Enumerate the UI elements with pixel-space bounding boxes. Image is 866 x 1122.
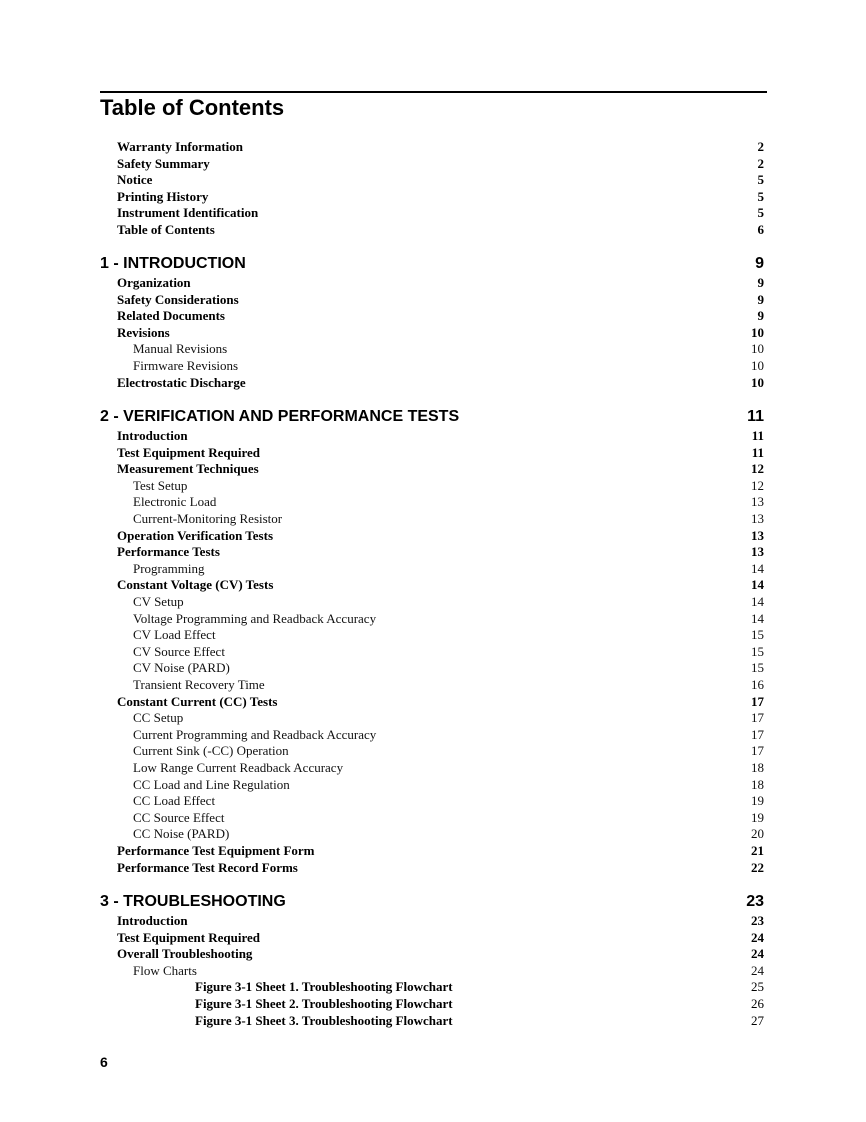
toc-entry[interactable] (0, 204, 866, 221)
toc-section[interactable] (0, 543, 866, 560)
page-title: Table of Contents (100, 95, 285, 120)
toc-section[interactable] (0, 274, 866, 291)
toc-entry-label: Current Sink (-CC) Operation (133, 743, 289, 759)
toc-entry[interactable] (0, 171, 866, 188)
toc-entry-page: 24 (751, 929, 764, 945)
toc-entry-label: Constant Current (CC) Tests (117, 693, 278, 709)
toc-entry-label: CV Load Effect (133, 627, 216, 643)
toc-entry-label: Performance Tests (117, 544, 220, 560)
toc-entry-page: 24 (751, 946, 764, 962)
toc-entry-label: Warranty Information (117, 139, 244, 154)
toc-entry-label: Test Equipment Required (117, 444, 261, 460)
toc-entry-label: CC Load Effect (133, 793, 216, 809)
toc-entry-label: Test Setup (133, 477, 188, 493)
toc-entry-page: 22 (751, 859, 764, 875)
title-rule (100, 91, 767, 93)
toc-entry-page: 11 (751, 428, 764, 443)
toc-entry-label: Operation Verification Tests (117, 527, 274, 543)
toc-subsection[interactable] (0, 510, 866, 527)
toc-entry-label: Figure 3-1 Sheet 1. Troubleshooting Flowchart (195, 979, 453, 995)
toc-entry-page: 6 (757, 222, 764, 237)
toc-entry-page: 14 (751, 577, 764, 593)
toc-subsection[interactable] (0, 809, 866, 826)
toc-entry-page: 9 (757, 275, 764, 290)
toc-subsection[interactable] (0, 759, 866, 776)
toc-entry-page: 27 (751, 1012, 764, 1028)
toc-entry-label: Transient Recovery Time (133, 677, 265, 692)
toc-entry-page: 9 (757, 308, 764, 324)
toc-subsection[interactable] (0, 962, 866, 979)
toc-section[interactable] (0, 324, 866, 341)
toc-section[interactable] (0, 693, 866, 710)
toc-entry-page: 17 (751, 726, 764, 742)
toc-entry-page: 15 (751, 643, 764, 659)
toc-entry-label: Voltage Programming and Readback Accuracy (133, 610, 377, 626)
toc-entry-label: Figure 3-1 Sheet 2. Troubleshooting Flowchart (195, 996, 453, 1011)
toc-entry-label: Manual Revisions (133, 341, 228, 357)
toc-section[interactable] (0, 427, 866, 444)
chapter-heading[interactable] (0, 253, 866, 275)
toc-entry-page: 17 (751, 710, 764, 726)
toc-subsection[interactable] (0, 1012, 866, 1029)
toc-subsection[interactable] (0, 610, 866, 627)
toc-subsection[interactable] (0, 709, 866, 726)
toc-entry-label: Flow Charts (133, 962, 197, 978)
toc-subsection[interactable] (0, 493, 866, 510)
toc-section[interactable] (0, 307, 866, 324)
toc-entry-page: 5 (757, 205, 764, 221)
toc-subsection[interactable] (0, 676, 866, 693)
toc-entry[interactable] (0, 188, 866, 205)
toc-section[interactable] (0, 291, 866, 308)
toc-entry-label: CC Noise (PARD) (133, 826, 230, 842)
toc-entry-label: CC Source Effect (133, 809, 225, 825)
toc-entry-label: Current Programming and Readback Accuracy (133, 726, 377, 742)
toc-entry-page: 12 (751, 461, 764, 477)
toc-entry-label: 1 - INTRODUCTION (100, 255, 246, 272)
toc-entry-page: 16 (751, 677, 764, 692)
toc-entry-page: 19 (751, 793, 764, 809)
toc-entry-label: Overall Troubleshooting (117, 946, 253, 962)
toc-entry-page: 13 (751, 511, 764, 526)
toc-subsection[interactable] (0, 792, 866, 809)
toc-subsection[interactable] (0, 776, 866, 793)
toc-subsection[interactable] (0, 995, 866, 1012)
toc-subsection[interactable] (0, 742, 866, 759)
toc-entry-label: Low Range Current Readback Accuracy (133, 760, 344, 775)
toc-entry-page: 25 (751, 979, 764, 995)
toc-entry-label: CV Setup (133, 594, 184, 609)
toc-entry-label: 2 - VERIFICATION AND PERFORMANCE TESTS (100, 408, 460, 425)
toc-subsection[interactable] (0, 726, 866, 743)
toc-entry-page: 10 (751, 324, 764, 340)
toc-section[interactable] (0, 460, 866, 477)
toc-entry-label: Current-Monitoring Resistor (133, 511, 283, 526)
toc-entry-label: Constant Voltage (CV) Tests (117, 577, 274, 593)
toc-entry-page: 9 (757, 291, 764, 307)
toc-subsection[interactable] (0, 593, 866, 610)
toc-entry-page: 18 (751, 760, 764, 775)
toc-section[interactable] (0, 912, 866, 929)
toc-entry-page: 15 (751, 627, 764, 643)
toc-entry-label: Electronic Load (133, 494, 217, 510)
toc-entry[interactable] (0, 155, 866, 172)
toc-subsection[interactable] (0, 825, 866, 842)
toc-entry-label: CV Source Effect (133, 643, 225, 659)
toc-entry-label: Instrument Identification (117, 205, 259, 221)
toc-subsection[interactable] (0, 978, 866, 995)
toc-entry-label: CV Noise (PARD) (133, 660, 230, 676)
toc-entry-label: Printing History (117, 188, 209, 204)
toc-entry-page: 21 (751, 843, 764, 858)
toc-entry-page: 15 (751, 660, 764, 676)
toc-entry-label: Measurement Techniques (117, 461, 259, 477)
toc-entry-label: Electrostatic Discharge (117, 374, 246, 390)
toc-entry-label: Notice (117, 172, 153, 188)
toc-entry-page: 14 (751, 560, 764, 576)
toc-subsection[interactable] (0, 340, 866, 357)
toc-entry-page: 9 (755, 255, 764, 272)
toc-subsection[interactable] (0, 643, 866, 660)
toc-subsection[interactable] (0, 659, 866, 676)
toc-subsection[interactable] (0, 626, 866, 643)
toc-entry-page: 23 (751, 913, 764, 928)
toc-entry-page: 17 (751, 693, 764, 709)
toc-entry[interactable] (0, 221, 866, 238)
toc-entry-page: 12 (751, 477, 764, 493)
toc-subsection[interactable] (0, 560, 866, 577)
toc-section[interactable] (0, 444, 866, 461)
toc-section[interactable] (0, 576, 866, 593)
toc-entry-label: Performance Test Record Forms (117, 859, 298, 875)
toc-entry-label: Table of Contents (117, 222, 215, 237)
toc-entry-label: Organization (117, 275, 191, 290)
toc-entry-page: 14 (751, 594, 764, 609)
chapter-heading[interactable] (0, 406, 866, 428)
page-number: 6 (100, 1054, 108, 1070)
toc-subsection[interactable] (0, 477, 866, 494)
chapter-heading[interactable] (0, 891, 866, 913)
toc-entry-label: Introduction (117, 913, 188, 928)
toc-subsection[interactable] (0, 357, 866, 374)
toc-section[interactable] (0, 929, 866, 946)
toc-entry-page: 11 (747, 408, 764, 425)
toc-section[interactable] (0, 945, 866, 962)
toc-entry-page: 13 (751, 494, 764, 510)
toc-entry-label: Safety Summary (117, 155, 210, 171)
toc-entry-page: 26 (751, 996, 764, 1011)
toc-entry-page: 5 (757, 188, 764, 204)
toc-entry-page: 10 (751, 358, 764, 373)
toc-entry-label: Firmware Revisions (133, 358, 239, 373)
toc-entry-page: 23 (746, 893, 764, 910)
toc-entry-label: Figure 3-1 Sheet 3. Troubleshooting Flowchart (195, 1012, 453, 1028)
toc-entry-label: 3 - TROUBLESHOOTING (100, 893, 286, 910)
toc-entry-label: CC Load and Line Regulation (133, 776, 290, 792)
toc-section[interactable] (0, 842, 866, 859)
toc-entry-page: 24 (751, 962, 764, 978)
toc-entry-label: Safety Considerations (117, 291, 239, 307)
toc-entry-label: Performance Test Equipment Form (117, 843, 315, 858)
toc-entry-page: 2 (757, 139, 764, 154)
toc-entry-page: 13 (751, 544, 764, 560)
toc-entry-label: CC Setup (133, 710, 184, 726)
toc-entry-page: 20 (751, 826, 764, 842)
toc-entry-page: 18 (751, 776, 764, 792)
toc-entry-page: 5 (757, 172, 764, 188)
toc-entry[interactable] (0, 138, 866, 155)
toc-entry-page: 17 (751, 743, 764, 759)
toc-entry-page: 10 (751, 374, 764, 390)
toc-entry-label: Introduction (117, 428, 188, 443)
toc-entry-label: Related Documents (117, 308, 225, 324)
toc-entry-label: Test Equipment Required (117, 929, 261, 945)
toc-section[interactable] (0, 527, 866, 544)
toc-entry-page: 13 (751, 527, 764, 543)
toc-entry-page: 19 (751, 809, 764, 825)
toc-entry-page: 11 (751, 444, 764, 460)
toc-entry-page: 10 (751, 341, 764, 357)
toc-section[interactable] (0, 859, 866, 876)
toc-entry-label: Programming (133, 560, 205, 576)
toc-entry-page: 2 (757, 155, 764, 171)
toc-entry-page: 14 (751, 610, 764, 626)
toc-entry-label: Revisions (117, 324, 170, 340)
toc-section[interactable] (0, 374, 866, 391)
